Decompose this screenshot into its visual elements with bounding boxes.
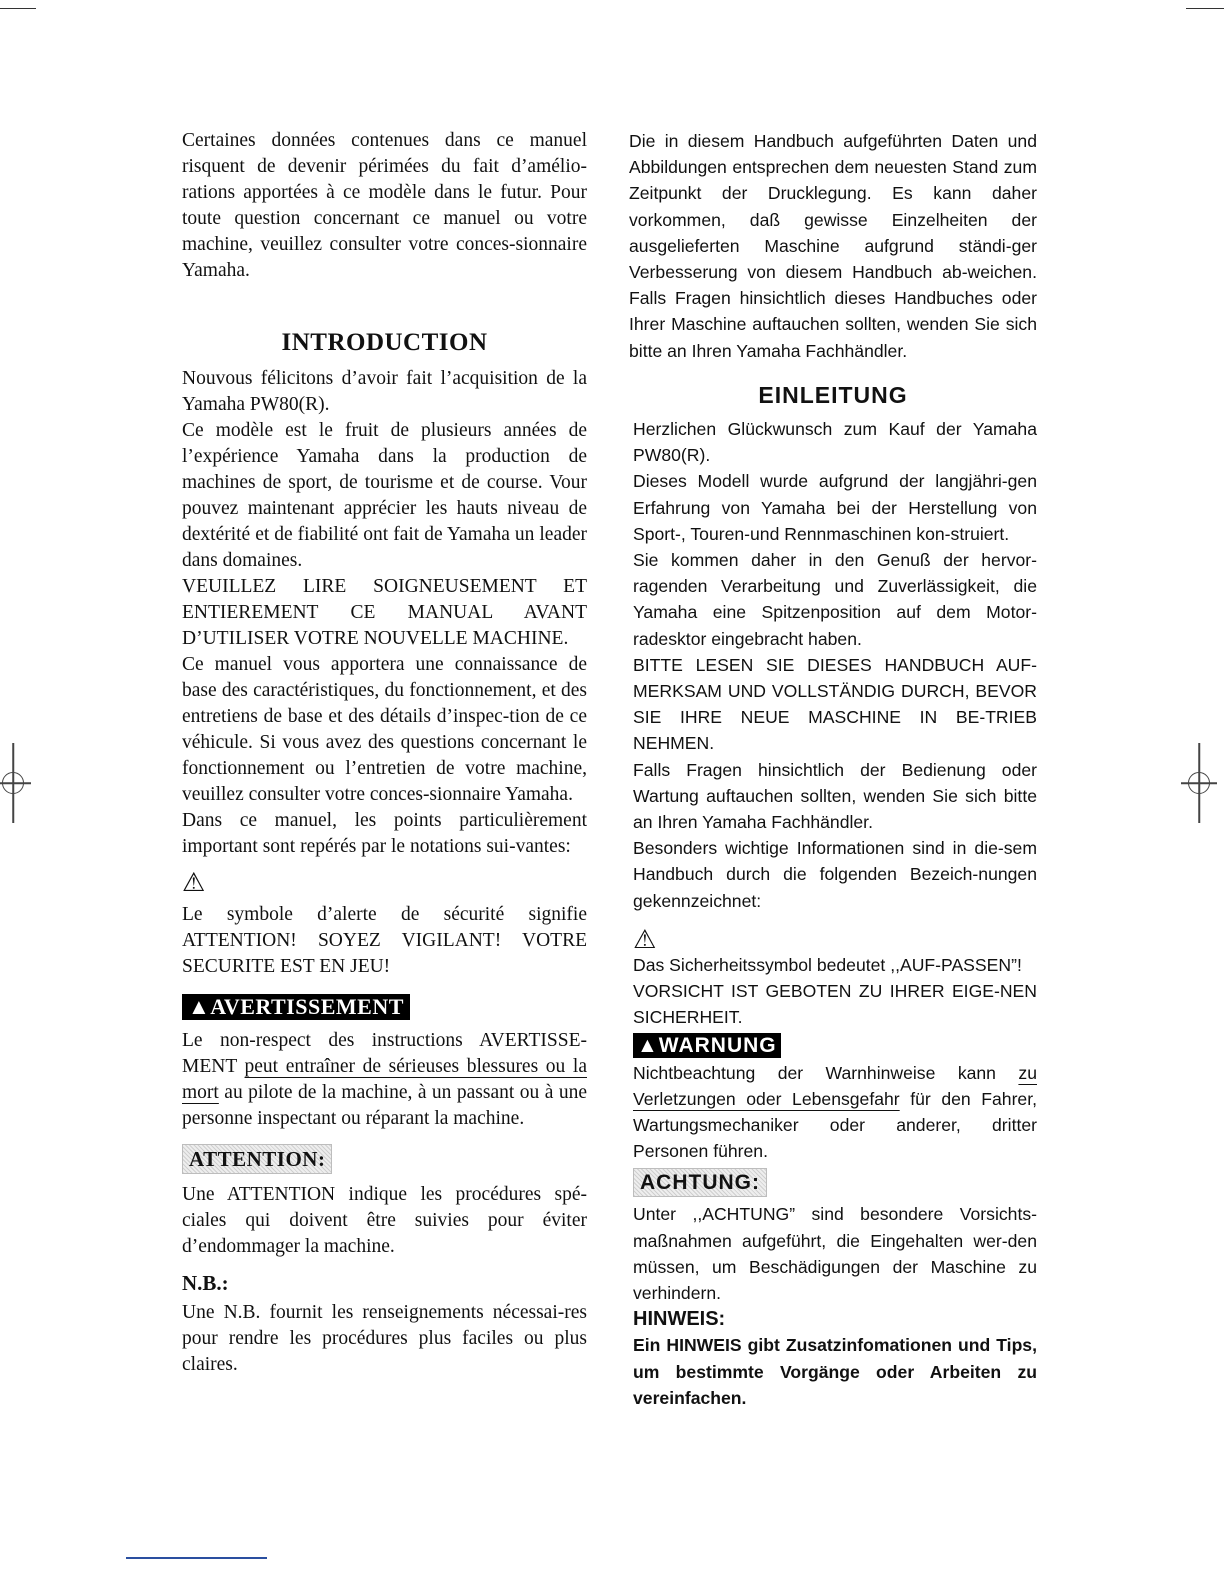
german-paragraph: Herzlichen Glückwunsch zum Kauf der Yamaha PW80(R).: [633, 419, 1037, 466]
french-title: INTRODUCTION: [281, 329, 488, 356]
german-alert-text: VORSICHT IST GEBOTEN ZU IHRER EIGE-NEN SICHERHEIT.: [633, 981, 1037, 1028]
registration-mark-right-icon: [1188, 772, 1210, 794]
french-paragraph: VEUILLEZ LIRE SOIGNEUSEMENT ET ENTIEREMENT CE MANUAL AVANT D’UTILISER VOTRE NOUVELLE MACHINE.: [182, 576, 587, 649]
german-warning-label: ▲WARNUNG: [633, 1033, 781, 1058]
german-paragraph: Besonders wichtige Informationen sind in die-sem Handbuch durch die folgenden Bezeich-nungen gekennzeichnet:: [633, 838, 1037, 911]
german-paragraph: BITTE LESEN SIE DIESES HANDBUCH AUF-MERKSAM UND VOLLSTÄNDIG DURCH, BEVOR SIE IHRE NEUE MASCHINE IN BE-TRIEB NEHMEN.: [633, 654, 1037, 754]
german-paragraph: Dieses Modell wurde aufgrund der langjähri-gen Erfahrung von Yamaha bei der Herstellung von Sport-, Touren-und Rennmaschinen kon-struiert.: [633, 471, 1037, 544]
german-note-label: HINWEIS:: [633, 1308, 726, 1331]
french-column: [182, 128, 587, 1378]
french-caution-label: ATTENTION:: [182, 1144, 332, 1174]
french-intro-paragraph: Certaines données contenues dans ce manuel risquent de devenir périmées du fait d’amélio-rations apportées à ce modèle dans le futur. Pour toute question concernant ce manuel ou votre machine, veuillez consulter votre conces-sionnaire Yamaha.: [182, 130, 587, 281]
french-caution-text: Une ATTENTION indique les procédures spé-ciales qui doivent être suivies pour éviter d’endommager la machine.: [182, 1184, 587, 1257]
german-paragraph: Falls Fragen hinsichtlich der Bedienung oder Wartung auftauchen sollten, wenden Sie sich bitte an Ihren Yamaha Fachhändler.: [633, 759, 1037, 833]
warning-triangle-icon: ▲: [188, 994, 211, 1019]
french-warning-label: ▲AVERTISSEMENT: [182, 994, 410, 1020]
french-paragraph: Nouvous félicitons d’avoir fait l’acquisition de la Yamaha PW80(R).: [182, 368, 587, 415]
registration-mark-left-icon: [2, 772, 24, 794]
german-column: [629, 128, 1037, 1411]
german-alert-text: Das Sicherheitssymbol bedeutet ,,AUF-PASSEN”!: [633, 954, 1022, 975]
french-alert-text: Le symbole d’alerte de sécurité signifie ATTENTION! SOYEZ VIGILANT! VOTRE SECURITE EST EN JEU!: [182, 904, 587, 977]
french-paragraph: Ce manuel vous apportera une connaissance de base des caractéristiques, du fonctionnement, et des entretiens de base et des détails d’inspec-tion de ce véhicule. Si vous avez des questions concernant le fonctionnement ou l’entretien de votre machine, veuillez consulter votre conces-sionnaire Yamaha.: [182, 654, 587, 805]
footer-rule: [126, 1557, 267, 1559]
german-title: EINLEITUNG: [758, 381, 908, 408]
german-warning-text: Nichtbeachtung der Warnhinweise kann zu Verletzungen oder Lebensgefahr für den Fahrer, Wartungsmechaniker oder anderer, dritter Personen führen.: [633, 1062, 1037, 1162]
german-intro-paragraph: Die in diesem Handbuch aufgeführten Daten und Abbildungen entsprechen dem neuesten Stand zum Zeitpunkt der Drucklegung. Es kann daher vorkommen, daß gewisse Einzelheiten der ausgelieferten Maschine aufgrund ständi-ger Verbesserung von diesem Handbuch ab-weichen. Falls Fragen hinsichtlich dieses Handbuches oder Ihrer Maschine auftauchen sollten, wenden Sie sich bitte an Ihren Yamaha Fachhändler.: [629, 131, 1037, 361]
french-note-label: N.B.:: [182, 1271, 229, 1295]
french-note-text: Une N.B. fournit les renseignements nécessai-res pour rendre les procédures plus faciles ou plus claires.: [182, 1302, 587, 1375]
crop-mark-top-left: [0, 8, 36, 9]
crop-mark-top-right: [1186, 8, 1224, 9]
french-paragraph: Dans ce manuel, les points particulièrement important sont repérés par le notations sui-vantes:: [182, 810, 587, 857]
french-paragraph: Ce modèle est le fruit de plusieurs années de l’expérience Yamaha dans la production de machines de sport, de tourisme et de course. Vour pouvez maintenant apprécier les hauts niveau de dextérité et de fiabilité ont fait de Yamaha un leader dans domaines.: [182, 420, 587, 571]
french-warning-text: Le non-respect des instructions AVERTISSE-MENT peut entraîner de sérieuses blessures ou la mort au pilote de la machine, à un passant ou à une personne inspectant ou réparant la machine.: [182, 1030, 587, 1129]
german-caution-text: Unter ,,ACHTUNG” sind besondere Vorsichts-maßnahmen aufgeführt, die Eingehalten wer-den müssen, um Beschädigungen der Maschine zu verhindern.: [633, 1204, 1037, 1303]
german-note-text: Ein HINWEIS gibt Zusatzinfomationen und Tips, um bestimmte Vorgänge oder Arbeiten zu vereinfachen.: [633, 1335, 1037, 1408]
safety-alert-icon: ⚠: [182, 868, 206, 897]
german-caution-label: ACHTUNG:: [633, 1168, 767, 1197]
german-paragraph: Sie kommen daher in den Genuß der hervor-ragenden Verarbeitung und Zuverlässigkeit, die Yamaha eine Spitzenposition auf dem Motor-radesktor eingebracht haben.: [633, 550, 1037, 649]
warning-triangle-icon: ▲: [637, 1033, 659, 1057]
safety-alert-icon: ⚠: [633, 923, 657, 954]
